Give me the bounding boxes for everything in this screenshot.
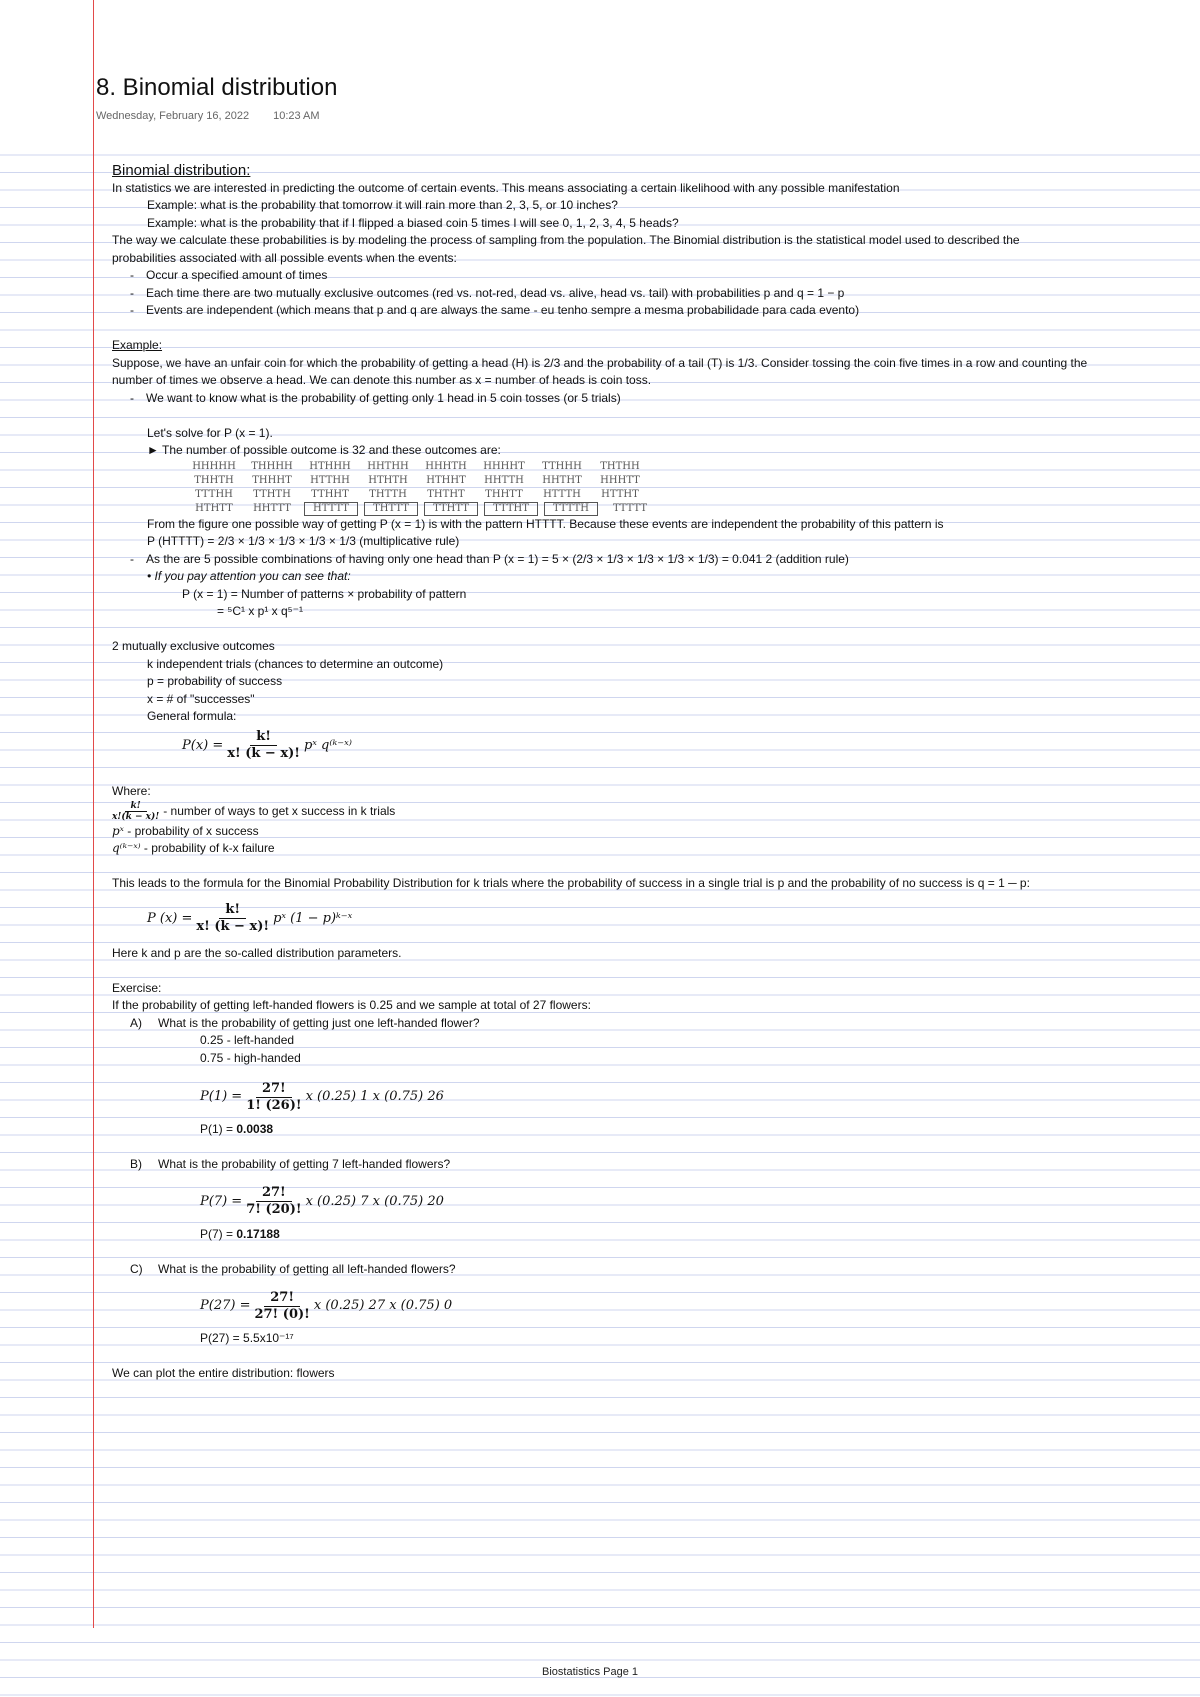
- exercise-formula: [130, 1286, 1197, 1326]
- outcome-cell: HHTHT: [542, 475, 582, 486]
- where-label: Where:: [112, 784, 151, 798]
- result-label: P(1) =: [200, 1122, 234, 1136]
- result-line: [130, 1121, 1197, 1139]
- outcome-cell: HTHTT: [195, 503, 233, 514]
- paragraph: The way we calculate these probabilities is by modeling the process of sampling from the population. The Binomial distribution is the statistical model used to described the: [112, 233, 1020, 247]
- paragraph: Here k and p are the so-called distribution parameters.: [112, 945, 402, 960]
- paragraph: From the figure one possible way of getting P (x = 1) is with the pattern HTTTT. Because these events are independent the probability of this pattern is: [147, 516, 944, 531]
- outcome-cell: THHHT: [252, 475, 292, 486]
- exercise-item: [130, 1015, 1197, 1033]
- list-item: - Events are independent (which means that p and q are always the same - eu tenho sempre a mesma probabilidade para cada evento): [130, 302, 1197, 320]
- result-label: P(7) =: [200, 1226, 234, 1241]
- outcome-cell: THHTH: [194, 475, 234, 486]
- fraction-denominator: 7! (20)!: [246, 1202, 302, 1217]
- definition-line: p = probability of success: [147, 674, 283, 688]
- paragraph: Suppose, we have an unfair coin for which the probability of getting a head (H) is 2/3 and the probability of a tail (T) is 1/3. Consider tossing the coin five times in a row and counting the: [112, 355, 1088, 370]
- outcome-cell: HTHTH: [368, 475, 408, 486]
- note-line: 0.25 - left-handed: [200, 1033, 295, 1047]
- formula-rhs: pˣ q⁽ᵏ⁻ˣ⁾: [303, 737, 352, 753]
- outcome-cell: THTTH: [369, 489, 407, 500]
- outcomes-row: [188, 474, 1197, 488]
- example-line: Example: what is the probability that tomorrow it will rain more than 2, 3, 5, or 10 inches?: [147, 198, 618, 212]
- note-line: 0.75 - high-handed: [200, 1050, 301, 1065]
- outcome-cell: THHHH: [251, 461, 293, 472]
- exercise-item: [130, 1261, 1197, 1279]
- outcome-cell: HHHHH: [192, 461, 236, 472]
- where-text: - probability of x success: [127, 823, 259, 838]
- outcomes-intro: ► The number of possible outcome is 32 and these outcomes are:: [147, 443, 501, 457]
- page-footer: [0, 1666, 1200, 1678]
- formula-lhs: P(x) =: [182, 737, 224, 753]
- note-line: • If you pay attention you can see that:: [147, 569, 351, 583]
- paragraph: In statistics we are interested in predicting the outcome of certain events. This means associating a certain likelihood with any possible manifestation: [112, 180, 900, 195]
- result-line: [130, 1226, 1197, 1244]
- paragraph: If the probability of getting left-handed flowers is 0.25 and we sample at total of 27 flowers:: [112, 998, 591, 1012]
- result-value: 0.0038: [236, 1122, 274, 1136]
- outcomes-row: [188, 488, 1197, 502]
- section-heading: Example:: [112, 338, 163, 352]
- where-text: - number of ways to get x success in k trials: [163, 803, 396, 818]
- fraction-numerator: k!: [125, 801, 147, 812]
- exercise-question: What is the probability of getting all left-handed flowers?: [158, 1261, 456, 1276]
- paragraph: number of times we observe a head. We can denote this number as x = number of heads is coin toss.: [112, 373, 652, 387]
- where-line: [112, 823, 1197, 841]
- formula-rhs: x (0.25) 1 x (0.75) 26: [305, 1089, 444, 1105]
- list-item: - As the are 5 possible combinations of having only one head than P (x = 1) = 5 × (2/3 × 1/3 × 1/3 × 1/3 × 1/3) = 0.041 2 (addition rule): [130, 551, 1197, 569]
- outcome-cell: HTTHT: [601, 489, 639, 500]
- formula-fraction: [254, 1290, 309, 1323]
- exercise-formula: [130, 1077, 1197, 1117]
- list-item: - Each time there are two mutually exclusive outcomes (red vs. not-red, dead vs. alive, head vs. tail) with probabilities p and q = 1 − p: [130, 285, 1197, 303]
- formula-lhs: P (x) =: [147, 910, 193, 926]
- formula-lhs: P(1) =: [200, 1089, 243, 1105]
- example-line: Example: what is the probability that if I flipped a biased coin 5 times I will see 0, 1, 2, 3, 4, 5 heads?: [147, 215, 679, 230]
- fraction-numerator: 27!: [256, 1185, 292, 1202]
- solve-line: Let's solve for P (x = 1).: [147, 425, 273, 440]
- fraction-numerator: 27!: [256, 1081, 292, 1098]
- outcome-cell: HTHHT: [426, 475, 466, 486]
- paragraph: probabilities associated with all possible events when the events:: [112, 250, 457, 265]
- outcome-cell: THTHH: [600, 461, 640, 472]
- outcome-cell: HHHTH: [425, 461, 467, 472]
- outcome-cell: TTTTT: [612, 503, 648, 514]
- fraction-denominator: 27! (0)!: [254, 1306, 310, 1322]
- exercise-question: What is the probability of getting just one left-handed flower?: [158, 1015, 480, 1030]
- footer-text: Biostatistics Page 1: [542, 1666, 638, 1678]
- combination-fraction: [112, 801, 159, 822]
- exercise-item: [130, 1156, 1197, 1174]
- page-time: 10:23 AM: [273, 110, 320, 122]
- formula-rhs: x (0.25) 7 x (0.75) 20: [305, 1193, 444, 1209]
- exercise-question: What is the probability of getting 7 left-handed flowers?: [158, 1157, 451, 1171]
- definition-line: k independent trials (chances to determine an outcome): [147, 656, 444, 671]
- outcome-cell-highlighted: THTTT: [364, 502, 418, 516]
- outcome-cell-highlighted: HTTTT: [304, 502, 358, 516]
- where-line: [112, 801, 1197, 823]
- outcome-cell-highlighted: TTTTH: [544, 502, 598, 516]
- paragraph: 2 mutually exclusive outcomes: [112, 639, 275, 653]
- outcome-cell: TTHHH: [542, 461, 582, 472]
- fraction-numerator: 27!: [264, 1290, 300, 1307]
- outcome-cell: HHTTH: [484, 475, 524, 486]
- fraction-denominator: x! (k − x)!: [196, 919, 270, 934]
- formula-lhs: P(7) =: [200, 1193, 243, 1209]
- where-line: [112, 840, 1197, 858]
- outcomes-grid: [112, 460, 1197, 516]
- outcome-cell: HHHHT: [483, 461, 525, 472]
- formula-line: P (HTTTT) = 2/3 × 1/3 × 1/3 × 1/3 × 1/3 (multiplicative rule): [147, 534, 460, 548]
- result-line: P(27) = 5.5x10⁻¹⁷: [200, 1331, 294, 1345]
- fraction-denominator: x!(k − x)!: [112, 812, 160, 822]
- formula-fraction: [246, 1081, 301, 1114]
- general-formula: [112, 726, 1197, 766]
- fraction-numerator: k!: [219, 902, 246, 919]
- outcome-cell: THTHT: [427, 489, 465, 500]
- outcome-cell: TTTHH: [195, 489, 233, 500]
- where-text: - probability of k-x failure: [143, 841, 275, 855]
- outcomes-row: [188, 460, 1197, 474]
- definition-line: General formula:: [147, 709, 237, 723]
- outcome-cell: HTTTH: [543, 489, 581, 500]
- outcome-cell: HHTTT: [253, 503, 291, 514]
- formula-line: = ⁵C¹ x p¹ x q⁵⁻¹: [217, 604, 303, 618]
- page-timestamp: [96, 110, 320, 122]
- rule-list: [112, 551, 1197, 569]
- result-value: 0.17188: [236, 1226, 280, 1241]
- list-item: - Occur a specified amount of times: [130, 267, 1197, 285]
- paragraph: We can plot the entire distribution: flowers: [112, 1366, 335, 1380]
- note-content[interactable]: [112, 162, 1197, 1383]
- outcome-cell: TTHHT: [311, 489, 349, 500]
- margin-line: [93, 0, 94, 1628]
- where-symbol: q⁽ᵏ⁻ˣ⁾: [112, 841, 141, 855]
- outcome-cell-highlighted: TTTHT: [484, 502, 538, 516]
- page-date: Wednesday, February 16, 2022: [96, 110, 250, 122]
- paragraph: This leads to the formula for the Binomial Probability Distribution for k trials where the probability of success in a single trial is p and the probability of no success is q = 1 ─ p:: [112, 876, 1030, 890]
- formula-fraction: [227, 729, 300, 762]
- outcome-cell: HHHTT: [600, 475, 640, 486]
- outcome-cell-highlighted: TTHTT: [424, 502, 478, 516]
- item-marker: A): [130, 1015, 142, 1030]
- binomial-formula: [112, 899, 1197, 939]
- outcome-cell: HTTHH: [310, 475, 350, 486]
- outcomes-row: [188, 502, 1197, 516]
- formula-fraction: [246, 1185, 301, 1218]
- formula-rhs: x (0.25) 27 x (0.75) 0: [313, 1298, 453, 1314]
- item-marker: C): [130, 1261, 143, 1276]
- fraction-denominator: 1! (26)!: [246, 1097, 302, 1113]
- exercise-formula: [130, 1182, 1197, 1222]
- exercise-list: [112, 1015, 1197, 1348]
- formula-lhs: P(27) =: [200, 1298, 251, 1314]
- outcome-cell: THHTT: [485, 489, 523, 500]
- outcome-cell: HTHHH: [309, 461, 351, 472]
- item-marker: B): [130, 1157, 142, 1171]
- list-item: - We want to know what is the probability of getting only 1 head in 5 coin tosses (or 5 trials): [130, 390, 1197, 408]
- fraction-numerator: k!: [250, 729, 277, 746]
- condition-list: [112, 267, 1197, 320]
- formula-fraction: [196, 902, 269, 935]
- question-list: [112, 390, 1197, 408]
- section-heading: Exercise:: [112, 980, 162, 995]
- formula-line: P (x = 1) = Number of patterns × probability of pattern: [182, 586, 467, 601]
- definition-line: x = # of "successes": [147, 691, 255, 706]
- page-title: 8. Binomial distribution: [96, 74, 338, 101]
- fraction-denominator: x! (k − x)!: [227, 746, 300, 761]
- section-heading: Binomial distribution:: [112, 162, 251, 179]
- outcome-cell: TTHTH: [253, 489, 291, 500]
- formula-rhs: pˣ (1 − p)ᵏ⁻ˣ: [273, 910, 353, 926]
- outcome-cell: HHTHH: [367, 461, 409, 472]
- where-symbol: pˣ: [112, 823, 124, 838]
